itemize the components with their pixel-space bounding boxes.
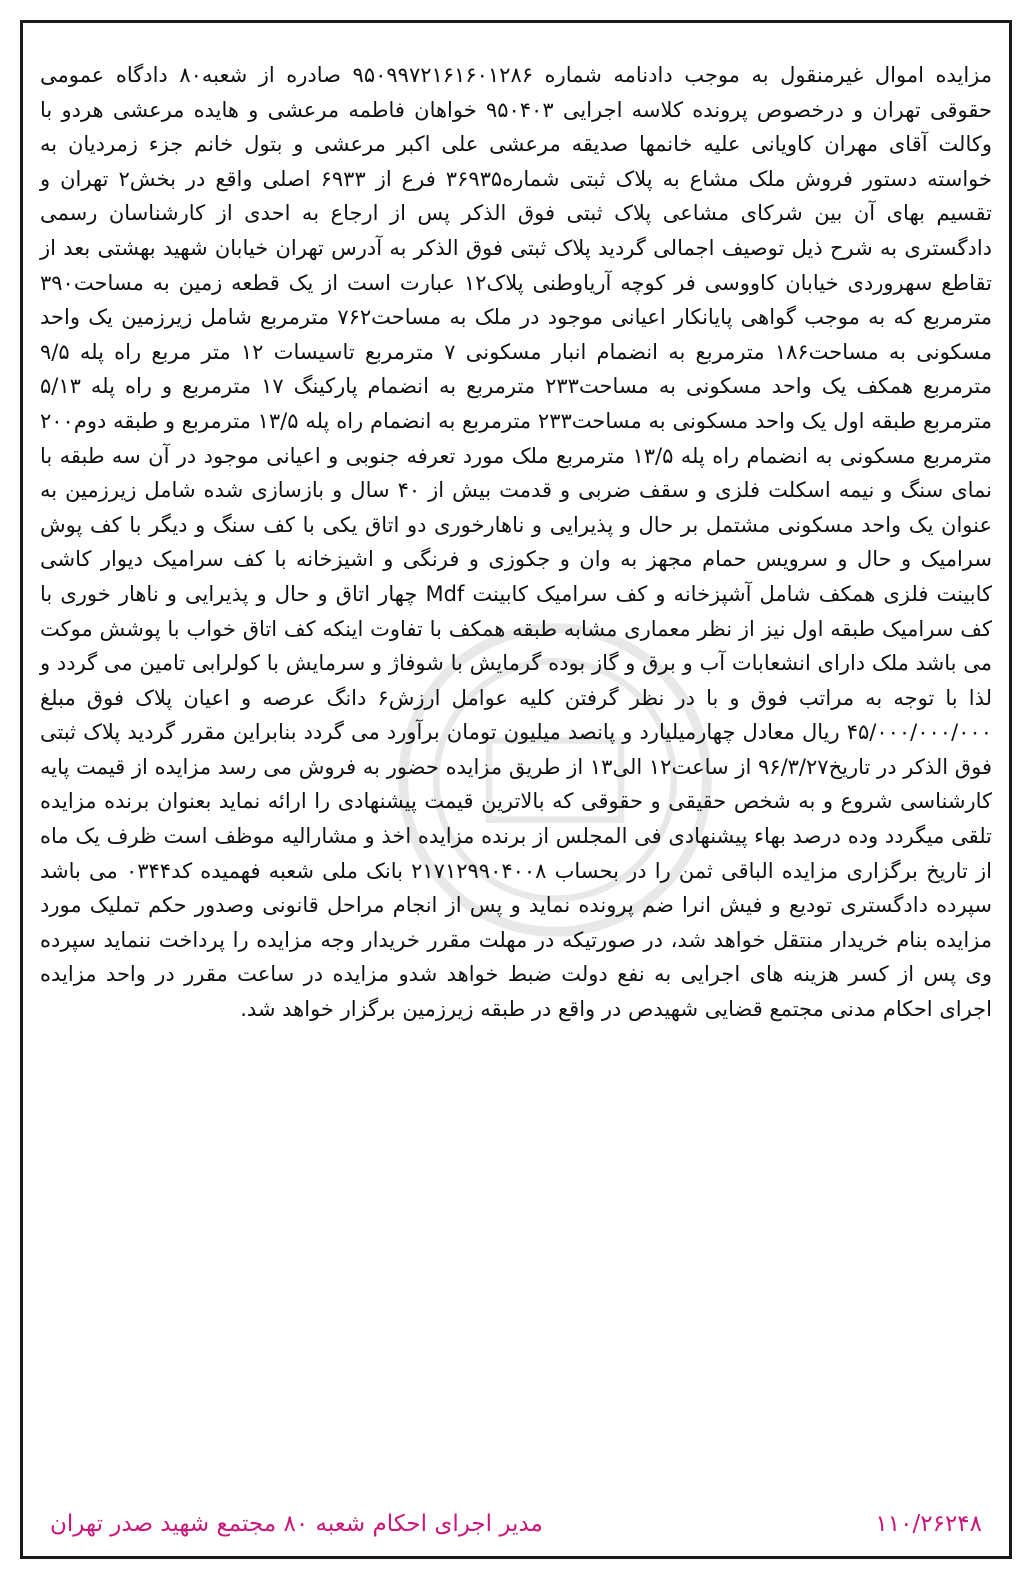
signature-line: مدیر اجرای احکام شعبه ۸۰ مجتمع شهید صدر تهران: [50, 1511, 543, 1537]
reference-number: ۱۱۰/۲۶۲۴۸: [875, 1511, 982, 1537]
auction-notice-text: مزایده اموال غیرمنقول به موجب دادنامه شماره ۹۵۰۹۹۷۲۱۶۱۶۰۱۲۸۶ صادره از شعبه۸۰ دادگاه عمومی حقوقی تهران و درخصوص پرونده کلاسه اجرایی ۹۵۰۴۰۳ خواهان فاطمه مرعشی و هایده مرعشی هردو با وکالت آقای مهران کاویانی علیه خانمها صدیقه مرعشی علی اکبر مرعشی و بتول خانم جزء زمردیان به خواسته دستور فروش ملک مشاع به پلاک ثبتی شماره۳۶۹۳۵ فرع از ۶۹۳۳ اصلی واقع در بخش۲ تهران و تقسیم بهای آن بین شرکای مشاعی پلاک ثبتی فوق الذکر پس از ارجاع به احدی از کارشناسان رسمی دادگستری به شرح ذیل توصیف اجمالی گردید پلاک ثبتی فوق الذکر به آدرس تهران خیابان شهید بهشتی بعد از تقاطع سهروردی خیابان کاووسی فر کوچه آریاوطنی پلاک۱۲ عبارت است از یک قطعه زمین به مساحت۳۹۰ مترمربع که به موجب گواهی پایانکار اعیانی موجود در ملک به مساحت۷۶۲ مترمربع شامل زیرزمین یک واحد مسکونی به مساحت۱۸۶ مترمربع به انضمام انبار مسکونی ۷ مترمربع تاسیسات ۱۲ متر مربع راه پله ۹/۵ مترمربع همکف یک واحد مسکونی به مساحت۲۳۳ مترمربع به انضمام پارکینگ ۱۷ مترمربع و راه پله ۵/۱۳ مترمربع طبقه اول یک واحد مسکونی به مساحت۲۳۳ مترمربع به انضمام راه پله ۱۳/۵ مترمربع و طبقه دوم۲۰۰ مترمربع مسکونی به انضمام راه پله ۱۳/۵ مترمربع ملک مورد تعرفه جنوبی و اعیانی موجود در آن سه طبقه با نمای سنگ و نیمه اسکلت فلزی و سقف ضربی و قدمت بیش از ۴۰ سال و بازسازی شده شامل زیرزمین به عنوان یک واحد مسکونی مشتمل بر حال و پذیرایی و ناهارخوری دو اتاق یکی با کف سنگ و دیگر با کف پوش سرامیک و حال و سرویس حمام مجهز به وان و جکوزی و فرنگی و اشیزخانه با کف سرامیک دیوار کاشی کابینت فلزی همکف شامل آشپزخانه و کف سرامیک کابینت Mdf چهار اتاق و حال و پذیرایی و ناهار خوری با کف سرامیک طبقه اول نیز از نظر معماری مشابه طبقه همکف با تفاوت اینکه کف اتاق خواب با پوشش موکت می باشد ملک دارای انشعابات آب و برق و گاز بوده گرمایش با شوفاژ و سرمایش با کولرابی تامین می گردد و لذا با توجه به مراتب فوق و با در نظر گرفتن کلیه عوامل ارزش۶ دانگ عرصه و اعیان پلاک فوق مبلغ ۴۵/۰۰۰/۰۰۰/۰۰۰ ریال معادل چهارمیلیارد و پانصد میلیون تومان برآورد می گردد بنابراین مقرر گردید پلاک ثبتی فوق الذکر در تاریخ۹۶/۳/۲۷ از ساعت۱۲ الی۱۳ از طریق مزایده حضور به فروش می رسد مزایده از قیمت پایه کارشناسی شروع و به شخص حقیقی و حقوقی که بالاترین قیمت پیشنهادی را ارائه نماید بعنوان برنده مزایده تلقی میگردد وده درصد بهاء پیشنهادی فی المجلس از برنده مزایده اخذ و مشارالیه موظف است ظرف یک ماه از تاریخ برگزاری مزایده الباقی ثمن را در بحساب ۲۱۷۱۲۹۹۰۴۰۰۸ بانک ملی شعبه فهمیده کد۰۳۴۴ می باشد سپرده دادگستری توديع و فیش انرا ضم پرونده نماید و پس از انجام مراحل قانونی وصدور حکم تملیک مورد مزایده بنام خریدار منتقل خواهد شد، در صورتیکه در مهلت مقرر خریدار وجه مزایده را پرداخت ننماید سپرده وی پس از کسر هزینه های اجرایی به نفع دولت ضبط خواهد شدو مزایده در ساعت مقرر در واحد مزایده اجرای احکام مدنی مجتمع قضایی شهیدص در واقع در طبقه زیرزمین برگزار خواهد شد.: [40, 63, 993, 1022]
notice-footer: [40, 1505, 992, 1549]
